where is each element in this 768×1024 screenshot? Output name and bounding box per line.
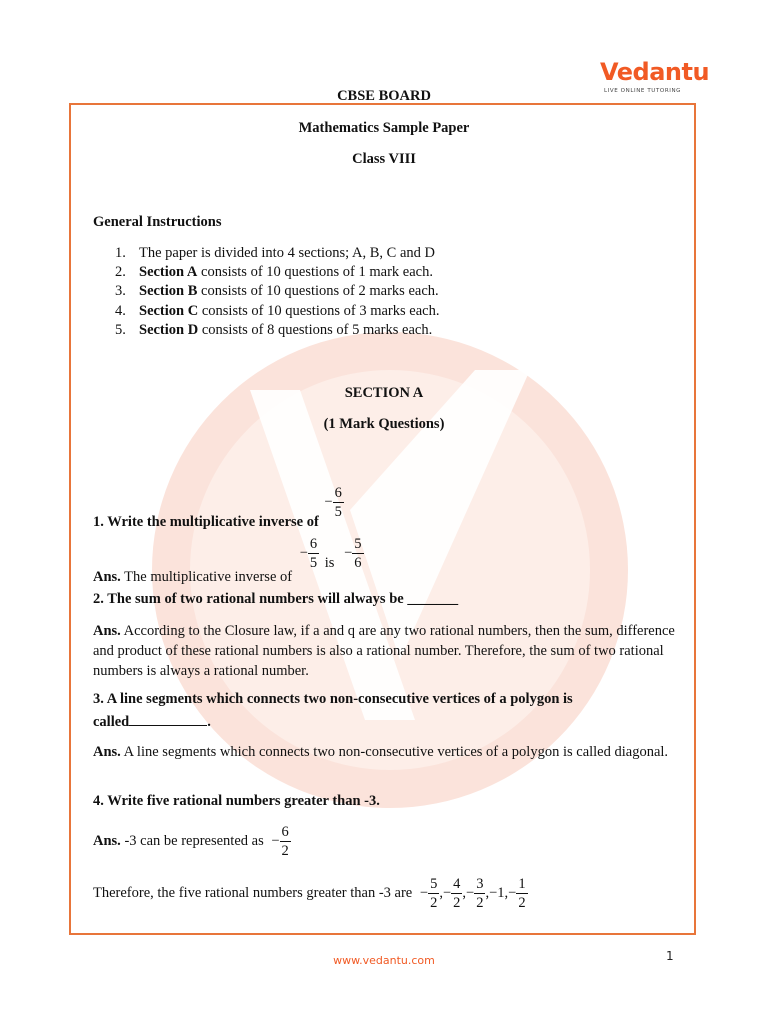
fraction: − $\frac{6}{5}$ <box>324 485 342 520</box>
question-3-line1: 3. A line segments which connects two non-consecutive vertices of a polygon is <box>93 691 573 707</box>
fraction: − $\frac{6}{5}$ <box>299 536 318 571</box>
logo-wordmark: Vedantu <box>600 58 710 86</box>
fraction: − $\frac{6}{2}$ <box>271 824 289 859</box>
fraction: − $\frac{5}{6}$ <box>344 536 362 571</box>
board-title: CBSE BOARD <box>337 88 431 104</box>
answer-4-list: Therefore, the five rational numbers greater than -3 are − $\frac{5}{2}$ ,− $\frac{4}{2}$ ,− $\frac{3}{2}$ ,−1,− $\frac{1}{2}$ <box>93 876 526 911</box>
class-title: Class VIII <box>352 151 416 167</box>
question-4: 4. Write five rational numbers greater than -3. <box>93 793 380 809</box>
section-title: SECTION A <box>344 385 424 401</box>
answer-4: Ans. -3 can be represented as − $\frac{6}{2}$ <box>93 824 289 859</box>
answer-3: Ans. A line segments which connects two non-consecutive vertices of a polygon is called diagonal. <box>93 744 669 760</box>
answer-2: Ans. According to the Closure law, if a and q are any two rational numbers, then the sum, difference and product of these rational numbers is also a rational number. Therefore, the sum of two rational numbers is always a rational number. <box>93 623 675 679</box>
paper-title: Mathematics Sample Paper <box>298 120 470 136</box>
page-number: 1 <box>666 949 674 963</box>
logo-tagline: LIVE ONLINE TUTORING <box>604 88 682 94</box>
instructions-heading: General Instructions <box>93 214 222 230</box>
footer-url[interactable]: www.vedantu.com <box>333 954 435 967</box>
question-2: 2. The sum of two rational numbers will always be _______ <box>93 591 459 607</box>
question-1: 1. Write the multiplicative inverse of − $\frac{6}{5}$ <box>93 485 342 530</box>
rational-list: − $\frac{5}{2}$ ,− $\frac{4}{2}$ ,− $\frac{3}{2}$ ,−1,− $\frac{1}{2}$ <box>419 876 526 911</box>
question-3-line2: called . <box>93 711 211 731</box>
answer-1: Ans. The multiplicative inverse of − $\frac{6}{5}$ is − $\frac{5}{6}$ <box>93 536 362 585</box>
section-subtitle: (1 Mark Questions) <box>323 416 445 432</box>
